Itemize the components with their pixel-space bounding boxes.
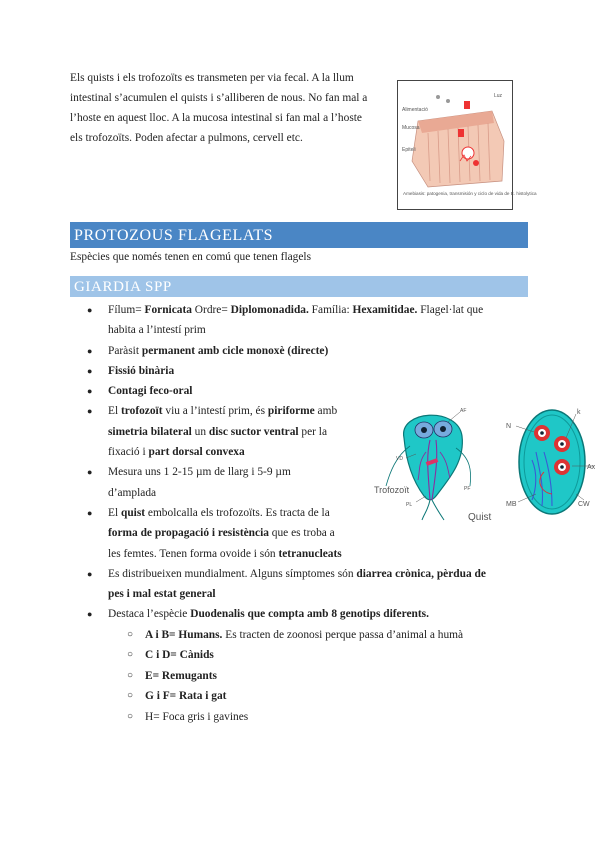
svg-text:Mucosa: Mucosa: [402, 125, 420, 131]
svg-text:AF: AF: [460, 408, 467, 414]
svg-text:k: k: [577, 409, 581, 416]
intro-line: intestinal s’acumulen el quists i s’alliberen de nous. No fan mal a: [70, 92, 368, 104]
list-item: ● Contagi feco-oral: [70, 381, 528, 401]
figure-caption: Amebiasis: patogenia, transmisión y ciclo de vida de E. histolytica: [403, 191, 537, 196]
svg-text:VD: VD: [396, 456, 403, 462]
genotype-item: ○ H= Foca gris i gavines: [108, 707, 528, 728]
genotype-item: ○ G i F= Rata i gat: [108, 686, 528, 707]
giardia-header-bar: [70, 276, 528, 297]
list-item: ● Destaca l’espècie Duodenalis que compta amb 8 genotips diferents. ○ A i B= Humans. Es tracten de zoonosi perque passa d’animal a humà ○ C i D= Cànids ○ E= Remugants ○ G i F= Rata i gat ○ H= Foca gris i gavines: [70, 604, 528, 727]
giardia-title: GIARDIA SPP: [74, 279, 172, 295]
amebiasis-figure: [397, 80, 537, 210]
list-item: ● El quist embolcalla els trofozoïts. Es tracta de la forma de propagació i resistència que es troba a les femtes. Tenen forma ovoide i són tetranucleats: [70, 503, 528, 564]
list-item: ● Paràsit permanent amb cicle monoxè (directe): [70, 341, 528, 361]
trophozoite-illustration: [374, 408, 492, 523]
intro-line: els trofozoïts. Poden afectar a pulmons, cervell etc.: [70, 132, 303, 144]
intro-paragraph: [70, 68, 395, 148]
section-subtitle: Espècies que només tenen en comú que tenen flagels: [70, 251, 312, 263]
genotype-item: ○ A i B= Humans. Es tracten de zoonosi perque passa d’animal a humà: [108, 625, 528, 646]
svg-text:PL: PL: [406, 502, 413, 508]
svg-text:Luz: Luz: [494, 93, 503, 99]
svg-text:CW: CW: [578, 501, 590, 508]
trophozoite-label: Trofozoït: [374, 485, 410, 495]
intro-line: Els quists i els trofozoïts es transmeten per via fecal. A la llum: [70, 72, 354, 84]
cyst-illustration: [506, 409, 596, 514]
genotype-item: ○ C i D= Cànids: [108, 645, 528, 666]
cyst-label: Quist: [468, 512, 492, 523]
section-header-bar: [70, 222, 528, 248]
svg-text:N: N: [506, 423, 512, 430]
genotype-item: ○ E= Remugants: [108, 666, 528, 687]
intro-line: l’hoste en aquest lloc. A la mucosa intestinal si fan mal a l’hoste: [70, 112, 362, 124]
list-item: ● Es distribueixen mundialment. Alguns símptomes són diarrea crònica, pèrdua de pes i mal estat general: [70, 564, 528, 605]
list-item: ● Mesura uns 1 2-15 µm de llarg i 5-9 µm d’amplada: [70, 462, 528, 503]
list-item: ● Fissió binària: [70, 361, 528, 381]
list-item: ● Fílum= Fornicata Ordre= Diplomonadida. Família: Hexamitidae. Flagel·lat que habita a l’intestí prim: [70, 300, 528, 341]
genotype-list: [108, 625, 528, 728]
giardia-figure: [366, 402, 601, 530]
svg-text:Ax: Ax: [587, 464, 596, 471]
section-title: PROTOZOUS FLAGELATS: [74, 227, 274, 244]
svg-text:Epiteli: Epiteli: [402, 147, 416, 153]
list-item: ● El trofozoït viu a l’intestí prim, és piriforme amb simetria bilateral un disc suctor ventral per la fixació i part dorsal convexa: [70, 401, 528, 462]
svg-text:PF: PF: [464, 486, 471, 492]
svg-text:Alimentació: Alimentació: [402, 107, 428, 113]
svg-text:MB: MB: [506, 501, 517, 508]
